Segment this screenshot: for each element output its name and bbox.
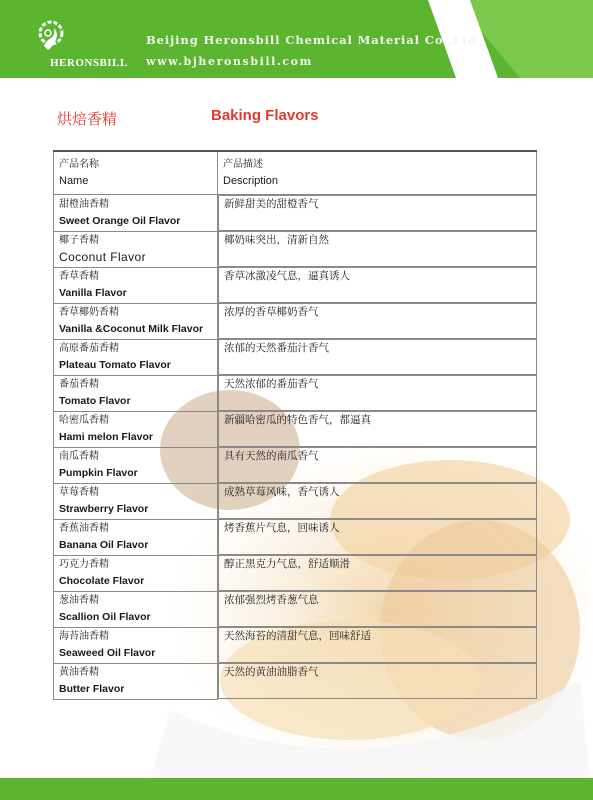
name-en: Hami melon Flavor (59, 431, 153, 443)
company-name: Beijing Heronsbill Chemical Material Co.,Ltd (146, 33, 478, 47)
description-cell: 醇正黑克力气息，舒适顺滑 (218, 555, 537, 591)
name-en: Chocolate Flavor (59, 575, 145, 587)
table-row (54, 339, 537, 375)
table-row (54, 231, 537, 267)
name-en: Banana Oil Flavor (59, 539, 149, 551)
table-row (54, 555, 537, 591)
name-cell (54, 627, 218, 663)
name-en: Seaweed Oil Flavor (59, 647, 156, 659)
table-row (54, 519, 537, 555)
name-cell (54, 663, 218, 699)
name-en: Vanilla Flavor (59, 287, 127, 299)
name-cn: 番茄香精 (59, 379, 99, 390)
logo-text: HERONSBILL (50, 57, 128, 69)
name-cell (54, 591, 218, 627)
table-row (54, 447, 537, 483)
name-en: Vanilla &Coconut Milk Flavor (59, 323, 204, 335)
name-cn: 南瓜香精 (59, 451, 99, 462)
description-cell: 烤香蕉片气息，回味诱人 (218, 519, 537, 555)
header-desc-cn: 产品描述 (223, 159, 263, 170)
name-cell (54, 447, 218, 483)
description-cell: 椰奶味突出，清新自然 (218, 231, 537, 267)
flavor-table (53, 150, 537, 700)
header-name-en: Name (59, 175, 89, 187)
name-en: Sweet Orange Oil Flavor (59, 214, 181, 227)
name-cn: 香草香精 (59, 271, 99, 282)
name-cn: 黄油香精 (59, 667, 99, 678)
name-cn: 草莓香精 (59, 487, 99, 498)
name-en: Butter Flavor (59, 683, 125, 695)
description-cell: 新鲜甜美的甜橙香气 (218, 195, 537, 231)
name-cn: 海苔油香精 (59, 631, 109, 642)
description-cell: 天然浓郁的番茄香气 (218, 375, 537, 411)
name-en: Plateau Tomato Flavor (59, 359, 171, 371)
name-cell (54, 555, 218, 591)
table-row (54, 303, 537, 339)
name-en: Strawberry Flavor (59, 503, 149, 515)
description-cell: 浓郁的天然番茄汁香气 (218, 339, 537, 375)
table-header-row (54, 151, 537, 195)
name-en: Tomato Flavor (59, 395, 131, 407)
header-desc-cell (218, 151, 537, 195)
description-cell: 具有天然的南瓜香气 (218, 447, 537, 483)
header-desc-en: Description (223, 175, 279, 187)
name-cell (54, 231, 218, 267)
name-cn: 哈密瓜香精 (59, 415, 109, 426)
page-title-chinese: 烘焙香精 (57, 110, 118, 128)
description-cell: 天然海苔的清甜气息，回味舒适 (218, 627, 537, 663)
name-cn: 高原番茄香精 (59, 343, 119, 354)
header-name-cn: 产品名称 (59, 159, 99, 170)
table-row (54, 483, 537, 519)
name-cn: 香蕉油香精 (59, 523, 109, 534)
name-cell (54, 519, 218, 555)
name-en: Scallion Oil Flavor (59, 611, 151, 623)
header-name-cell (54, 151, 218, 195)
description-cell: 天然的黄油油脂香气 (218, 663, 537, 699)
table-row (54, 375, 537, 411)
description-cell: 浓郁强烈烤香葱气息 (218, 591, 537, 627)
name-en: Pumpkin Flavor (59, 467, 138, 479)
description-cell: 成熟草莓风味，香气诱人 (218, 483, 537, 519)
name-cn: 甜橙油香精 (59, 198, 109, 210)
description-cell: 新疆哈密瓜的特色香气，都逼真 (218, 411, 537, 447)
table-row (54, 627, 537, 663)
table-row (54, 663, 537, 699)
name-cell (54, 483, 218, 519)
description-cell: 香草冰激凌气息，逼真诱人 (218, 267, 537, 303)
name-cell (54, 411, 218, 447)
name-cell (54, 339, 218, 375)
name-cn: 巧克力香精 (59, 559, 109, 570)
table-row (54, 591, 537, 627)
name-cn: 香草椰奶香精 (59, 307, 119, 318)
name-en: Coconut Flavor (59, 250, 146, 264)
website-address: www.bjheronsbill.com (146, 55, 313, 68)
footer-band (0, 778, 593, 800)
name-cell (54, 267, 218, 303)
name-cn: 葱油香精 (59, 595, 99, 606)
table-row (54, 411, 537, 447)
table-row (54, 195, 537, 232)
heron-logo-icon (34, 18, 68, 56)
description-cell: 浓厚的香草椰奶香气 (218, 303, 537, 339)
page-title-english: Baking Flavors (211, 107, 319, 124)
name-cell (54, 375, 218, 411)
table-row (54, 267, 537, 303)
name-cn: 椰子香精 (59, 235, 99, 246)
name-cell (54, 303, 218, 339)
name-cell (54, 195, 218, 232)
